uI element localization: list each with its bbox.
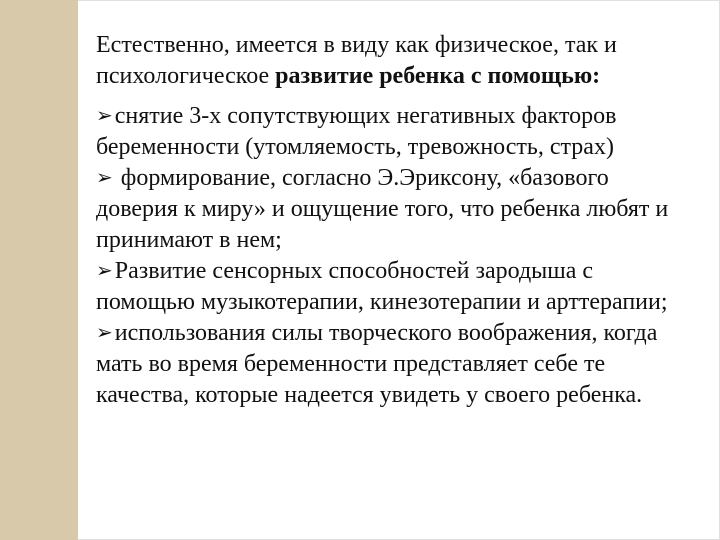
bullet-text-3: Развитие сенсорных способностей зародыша с помощью музыкотерапии, кинезотерапии и арттерапии; bbox=[96, 258, 668, 315]
slide-content bbox=[96, 30, 696, 411]
bullet-text-1: снятие 3-х сопутствующих негативных факторов беременности (утомляемость, тревожность, страх) bbox=[96, 103, 617, 160]
arrow-bullet-icon: ➢ bbox=[96, 103, 113, 127]
bullet-text-2: формирование, согласно Э.Эриксону, «базового доверия к миру» и ощущение того, что ребенка любят и принимают в нем; bbox=[96, 165, 669, 253]
arrow-bullet-icon: ➢ bbox=[96, 320, 113, 344]
bullet-item-2 bbox=[96, 163, 696, 256]
intro-regular-text: Естественно, имеется в виду как физическое, так и психологическое bbox=[96, 32, 617, 89]
arrow-bullet-icon: ➢ bbox=[96, 258, 113, 282]
arrow-bullet-icon: ➢ bbox=[96, 165, 113, 189]
bullet-list bbox=[96, 101, 696, 411]
bullet-item-1 bbox=[96, 101, 696, 163]
left-accent-bar bbox=[0, 0, 78, 540]
bullet-item-4 bbox=[96, 318, 696, 411]
intro-paragraph bbox=[96, 30, 696, 92]
bullet-item-3 bbox=[96, 256, 696, 318]
intro-bold-text: развитие ребенка с помощью: bbox=[275, 63, 601, 89]
bullet-text-4: использования силы творческого воображения, когда мать во время беременности представляет себе те качества, которые надеется увидеть у своего ребенка. bbox=[96, 320, 658, 408]
